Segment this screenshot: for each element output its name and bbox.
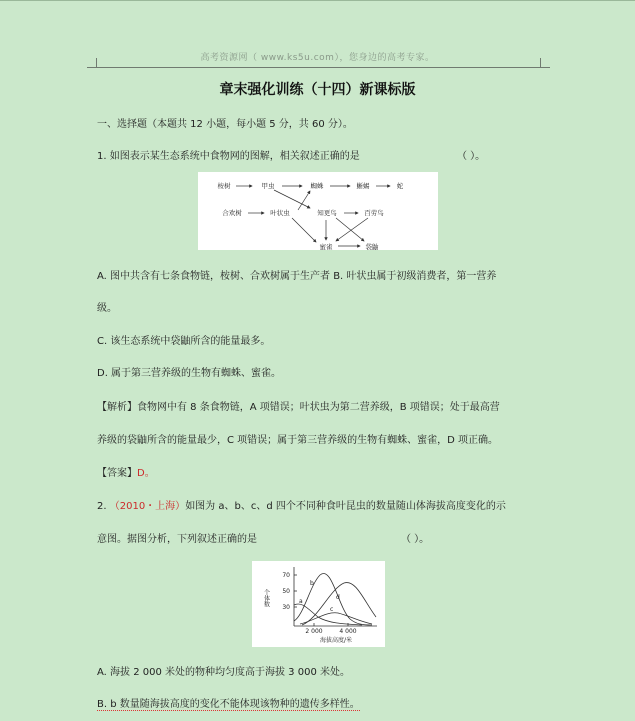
q1-answer-value: D。 [137, 468, 155, 479]
page-header: 高考资源网（ www.ks5u.com），您身边的高考专家。 [200, 53, 435, 63]
node-eucalyptus: 桉树 [217, 182, 231, 190]
node-shrike: 百劳鸟 [364, 209, 384, 217]
q1-analysis-line2: 养级的袋鼬所含的能量最少，C 项错误；属于第三营养级的生物有蜘蛛、蜜雀，D 项正确。 [97, 435, 499, 446]
x-tick-4000: 4 000 [339, 628, 357, 635]
q2-option-b-text: B. b 数量随海拔高度的变化不能体现该物种的遗传多样性。 [97, 699, 360, 710]
q1-answer-label: 【答案】 [97, 468, 137, 479]
curve-b [294, 573, 372, 625]
label-c: c [330, 606, 334, 613]
q1-stem [97, 147, 486, 162]
node-quoll: 袋鼬 [365, 243, 379, 250]
corner-mark-right [540, 58, 550, 68]
label-b: b [310, 580, 314, 587]
y-axis-label: 个体数 [262, 589, 270, 607]
insect-chart-svg [252, 561, 385, 647]
x-axis-label: 海拔高度/米 [319, 637, 353, 644]
q2-option-a: A. 海拔 2 000 米处的物种均匀度高于海拔 3 000 米处。 [97, 667, 350, 678]
section-heading: 一、选择题（本题共 12 小题，每小题 5 分，共 60 分）。 [97, 119, 353, 130]
y-tick-30: 30 [282, 604, 290, 611]
q2-stem-text-2: 意图。据图分析，下列叙述正确的是 [97, 534, 257, 545]
curve-c [300, 613, 372, 624]
q1-answer [97, 464, 155, 479]
node-albizia: 合欢树 [222, 209, 242, 217]
q1-option-d: D. 属于第三营养级的生物有蜘蛛、蜜雀。 [97, 368, 282, 379]
q2-number: 2. [97, 501, 110, 512]
curve-a [294, 604, 362, 625]
node-leafhopper: 叶状虫 [270, 209, 290, 217]
node-robin: 知更鸟 [317, 209, 337, 217]
y-tick-50: 50 [282, 588, 290, 595]
q2-stem-line1 [97, 497, 506, 512]
node-spider: 蜘蛛 [310, 182, 324, 190]
q1-analysis-line1: 【解析】食物网中有 8 条食物链，A 项错误；叶状虫为第二营养级，B 项错误；处于最高营 [97, 402, 500, 413]
food-web-diagram [198, 172, 438, 250]
label-d: d [336, 594, 340, 601]
q1-option-a-line2: 级。 [97, 303, 117, 314]
food-web-svg [198, 172, 438, 250]
y-tick-70: 70 [282, 572, 290, 579]
q1-option-c: C. 该生态系统中袋鼬所含的能量最多。 [97, 336, 271, 347]
q1-stem-text: 1. 如图表示某生态系统中食物网的图解，相关叙述正确的是 [97, 151, 360, 162]
header-rule [96, 67, 540, 68]
node-beetle: 甲虫 [261, 182, 275, 190]
curve-d [302, 583, 376, 625]
insect-altitude-chart [252, 561, 385, 647]
q2-stem-text: 如图为 a、b、c、d 四个不同种食叶昆虫的数量随山体海拔高度变化的示 [185, 501, 506, 512]
label-a: a [299, 598, 303, 605]
node-lizard: 蜥蜴 [356, 182, 370, 190]
q2-option-b [97, 695, 360, 710]
q1-option-a-line1: A. 图中共含有七条食物链，桉树、合欢树属于生产者 B. 叶状虫属于初级消费者，第一营养 [97, 271, 497, 282]
x-tick-2000: 2 000 [305, 628, 323, 635]
q1-bracket: （ ）。 [457, 151, 486, 162]
q2-stem-line2 [97, 530, 430, 545]
q2-bracket: （ ）。 [401, 534, 430, 545]
document-title: 章末强化训练（十四）新课标版 [219, 82, 416, 98]
q2-source: （2010・上海） [109, 501, 186, 512]
node-snake: 蛇 [396, 182, 404, 190]
node-honeyeater: 蜜雀 [319, 243, 333, 250]
